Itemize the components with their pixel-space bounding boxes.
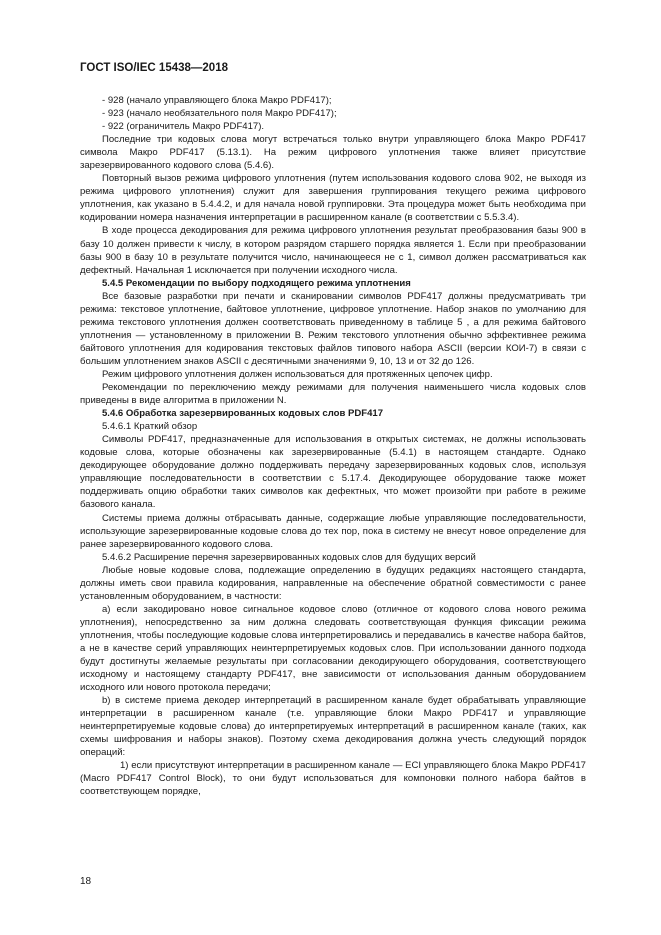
paragraph: Системы приема должны отбрасывать данные, содержащие любые управляющие последовательности, использующие зарезервированные кодовые слова до тех пор, пока в систему не внесут новое определение для ранее зарезервированного кодового слова.: [80, 512, 586, 550]
body-text: [80, 94, 586, 799]
paragraph: Режим цифрового уплотнения должен использоваться для протяженных цепочек цифр.: [102, 368, 493, 380]
list-item: - 923 (начало необязательного поля Макро PDF417);: [102, 108, 337, 120]
section-heading-5-4-6: 5.4.6 Обработка зарезервированных кодовых слов PDF417: [102, 408, 384, 420]
paragraph: Символы PDF417, предназначенные для использования в открытых системах, не должны использовать кодовые слова, которые обозначены как зарезервированные (5.4.1) в настоящем стандарте. Однако декодирующее оборудование должно поддерживать передачу зарезервированных кодовых слов, используя управляющие последовательности в соответствии с 5.17.4. Декодирующее оборудование также может поддерживать опцию обработки таких символов как дефектных, что может произойти при работе в режиме базового канала.: [80, 434, 586, 511]
paragraph: Все базовые разработки при печати и сканировании символов PDF417 должны предусматривать три режима: текстовое уплотнение, байтовое уплотнение, цифровое уплотнение. Набор знаков по умолчанию для режима текстового уплотнения должен соответствовать приведенному в таблице 5 , а для режима байтового уплотнения — установленному в приложении В. Режим текстового уплотнения обычно эффективнее режима байтового уплотнения для кодирования текстовых файлов типового набора ASCII (версии КОИ-7) в связи с большим уплотнением знаков ASCII с десятичными значениями 9, 10, 13 и от 32 до 126.: [80, 290, 586, 367]
paragraph: Повторный вызов режима цифрового уплотнения (путем использования кодового слова 902, не выходя из режима цифрового уплотнения) служит для завершения группирования текущего режима цифрового уплотнения, как указано в 5.4.4.2, и для начала новой группировки. Эта процедура может быть необходима при кодировании номера назначения интерпретации в расширенном канале (в соответствии с 5.5.3.4).: [80, 173, 586, 224]
list-item: - 928 (начало управляющего блока Макро PDF417);: [102, 95, 332, 106]
subsection-heading-5-4-6-1: 5.4.6.1 Краткий обзор: [102, 421, 198, 433]
list-item-a: а) если закодировано новое сигнальное кодовое слово (отличное от кодового слова нового режима уплотнения), непосредственно за ним должна следовать соответствующая функция фиксации режима уплотнения, чтобы последующие кодовые слова интерпретировались и передавались в качестве набора байтов, а не в качестве серий управляющих неинтерпретируемых кодовых слов. При использовании данного подхода будут достигнуты желаемые результаты при согласовании декодирующего оборудования, соответствующего исходному и настоящему стандарту PDF417, вне зависимости от использования данным оборудованием исходного или нового протокола передачи;: [80, 603, 586, 694]
page-number: 18: [80, 876, 92, 887]
paragraph: Последние три кодовых слова могут встречаться только внутри управляющего блока Макро PDF417 символа Макро PDF417 (5.13.1). На режим цифрового уплотнения также влияет присутствие зарезервированного кодового слова (5.4.6).: [80, 134, 586, 172]
subsection-heading-5-4-6-2: 5.4.6.2 Расширение перечня зарезервированных кодовых слов для будущих версий: [102, 551, 476, 563]
list-item-b: b) в системе приема декодер интерпретаций в расширенном канале будет обрабатывать управляющие интерпретации в расширенном канале (т.е. управляющие блоки Макро PDF417 и управляющие неинтерпретируемые кодовые слова) до интерпретируемых интерпретаций в расширенном канале (таких, как схемы шифрования и наборы знаков). Поэтому схема декодирования должна учесть следующий порядок операций:: [80, 695, 586, 759]
section-heading-5-4-5: 5.4.5 Рекомендации по выбору подходящего режима уплотнения: [102, 277, 411, 289]
standard-header: ГОСТ ISO/IEC 15438—2018: [80, 62, 228, 74]
list-item-1: 1) если присутствуют интерпретации в расширенном канале — ECI управляющего блока Макро PDF417 (Macro PDF417 Control Block), то они будут использоваться для компоновки полного набора байтов в соответствующем порядке,: [80, 760, 586, 798]
paragraph: В ходе процесса декодирования для режима цифрового уплотнения результат преобразования базы 900 в базу 10 должен привести к числу, в котором разрядом старшего порядка является 1. Если при преобразовании базы 900 в базу 10 в результате получится число, начинающееся не с 1, символ должен рассматриваться как дефектный. Начальная 1 исключается при получении исходного числа.: [80, 225, 586, 276]
paragraph: Рекомендации по переключению между режимами для получения наименьшего числа кодовых слов приведены в виде алгоритма в приложении N.: [80, 382, 586, 407]
paragraph: Любые новые кодовые слова, подлежащие определению в будущих редакциях настоящего стандарта, должны иметь свои правила кодирования, направленные на обеспечение обратной совместимости с ранее установленным оборудованием, в частности:: [80, 564, 586, 602]
list-item: - 922 (ограничитель Макро PDF417).: [102, 121, 265, 133]
